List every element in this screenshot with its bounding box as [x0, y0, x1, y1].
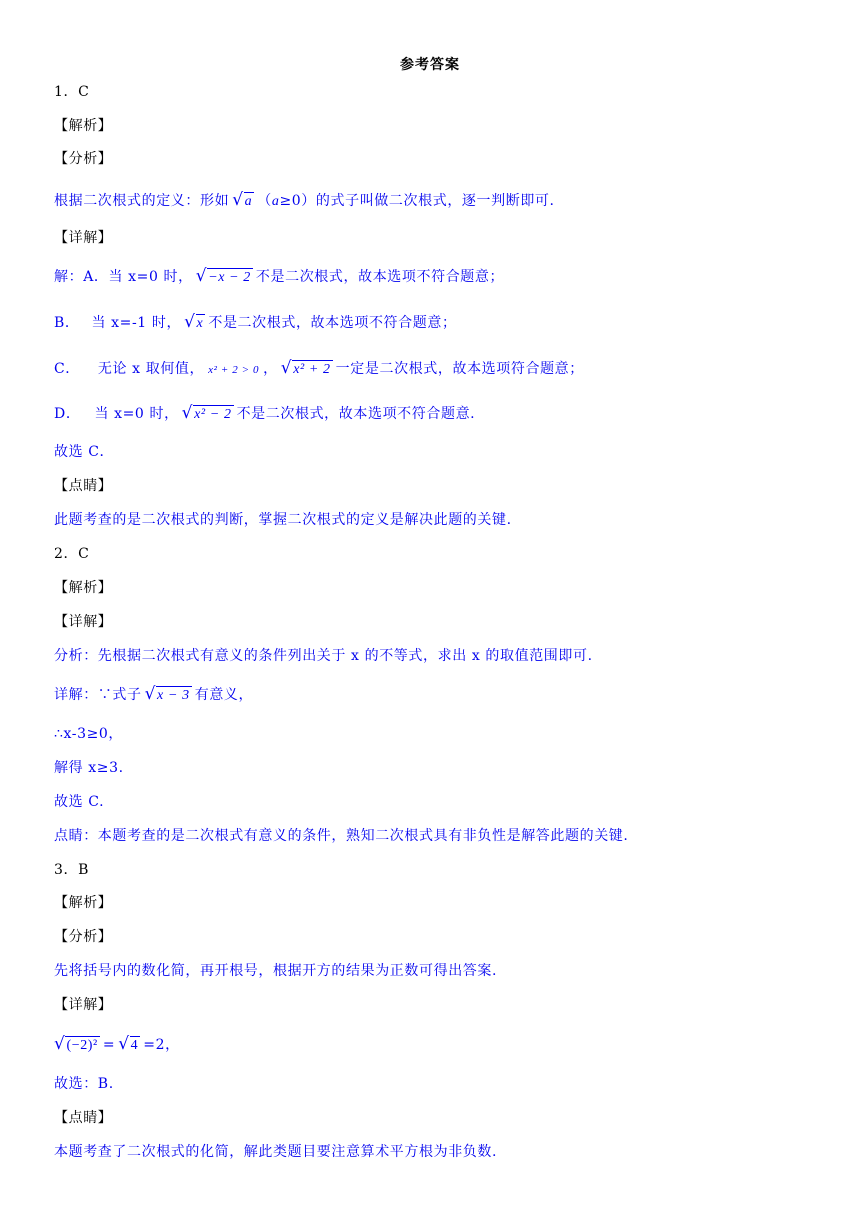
q3-dianjing-heading: 【点睛】 [54, 1110, 113, 1126]
q3-jiexi-heading: 【解析】 [54, 895, 113, 911]
q1-c-post: 一定是二次根式，故本选项符合题意； [335, 361, 584, 377]
q1-a-expr: −x − 2 [208, 270, 251, 285]
q1-comment: 此题考查的是二次根式的判断，掌握二次根式的定义是解决此题的关键. [54, 512, 512, 528]
q1-c-expr: x² + 2 [293, 362, 331, 377]
q1-analysis-pre: 根据二次根式的定义：形如 [54, 193, 230, 209]
q1-b-pre: 当 x=-1 时， [91, 315, 182, 331]
sqrt-x2-minus-2: √x² − 2 [181, 403, 232, 423]
q3-calc-expr2: 4 [130, 1038, 139, 1053]
q1-option-d [54, 403, 475, 424]
q3-calc-result: =2， [143, 1037, 180, 1053]
sqrt-4: √4 [118, 1034, 139, 1054]
q1-option-c [54, 358, 584, 380]
q1-analysis-cond-rest: ≥0） [279, 193, 316, 209]
q1-b-label: B． [54, 315, 80, 331]
q1-analysis [54, 190, 555, 212]
q1-number: 1．C [54, 84, 90, 100]
q1-a-post: 不是二次根式，故本选项不符合题意； [255, 269, 505, 285]
q1-d-post: 不是二次根式，故本选项不符合题意. [236, 406, 476, 422]
q2-detail-expr: x − 3 [157, 688, 190, 703]
q2-step2: 解得 x≥3. [54, 760, 124, 776]
q3-number: 3．B [54, 862, 89, 878]
q1-xiangjie-heading: 【详解】 [54, 230, 113, 246]
q3-comment: 本题考查了二次根式的化简，解此类题目要注意算术平方根为非负数. [54, 1144, 498, 1160]
q3-calc-eq: = [102, 1037, 116, 1053]
q2-number: 2．C [54, 546, 90, 562]
page-title: 参考答案 [400, 57, 460, 73]
q1-b-expr: x [196, 316, 204, 331]
q1-conclusion: 故选 C． [54, 444, 115, 460]
q2-step1: ∴x-3≥0， [54, 726, 124, 742]
q1-b-post: 不是二次根式，故本选项不符合题意； [208, 315, 457, 331]
q1-analysis-cond-a: a [271, 194, 280, 209]
q1-a-pre: 解：A．当 x=0 时， [54, 269, 193, 285]
q2-jiexi-heading: 【解析】 [54, 580, 113, 596]
sqrt-neg-x-minus-2: √−x − 2 [195, 266, 251, 286]
q1-option-a [54, 266, 504, 287]
q3-conclusion: 故选：B. [54, 1076, 114, 1092]
q1-d-pre: 当 x=0 时， [94, 406, 179, 422]
q1-fenxi-heading: 【分析】 [54, 151, 113, 167]
q3-calculation [54, 1034, 180, 1055]
q2-comment: 点睛：本题考查的是二次根式有意义的条件，熟知二次根式具有非负性是解答此题的关键. [54, 828, 629, 844]
sqrt-x-minus-3: √x − 3 [144, 684, 190, 704]
q3-fenxi-heading: 【分析】 [54, 929, 113, 945]
q1-c-ineq: x² + 2 > 0 [208, 364, 260, 376]
q2-detail-post: 有意义， [194, 687, 254, 703]
q2-conclusion: 故选 C. [54, 794, 105, 810]
q1-dianjing-heading: 【点睛】 [54, 478, 113, 494]
sqrt-neg2-squared: √(−2)² [54, 1034, 98, 1054]
sqrt-x2-plus-2: √x² + 2 [280, 358, 331, 378]
q1-analysis-cond-open: （ [257, 193, 272, 209]
sqrt-a-radicand: a [244, 194, 253, 209]
q2-detail [54, 684, 253, 705]
q3-calc-expr1: (−2)² [66, 1038, 98, 1053]
sqrt-a-formula: √a [232, 190, 253, 210]
q1-option-b [54, 312, 457, 333]
q1-d-expr: x² − 2 [194, 407, 232, 422]
q1-c-label: C． [54, 361, 80, 377]
sqrt-x: √x [184, 312, 204, 332]
q1-d-label: D． [54, 406, 81, 422]
q1-analysis-post: 的式子叫做二次根式，逐一判断即可. [315, 193, 555, 209]
q1-c-pre: 无论 x 取何值， [97, 361, 205, 377]
q3-analysis: 先将括号内的数化简，再开根号，根据开方的结果为正数可得出答案. [54, 963, 498, 979]
q1-jiexi-heading: 【解析】 [54, 118, 113, 134]
q1-c-mid: ， [263, 361, 278, 377]
q3-xiangjie-heading: 【详解】 [54, 997, 113, 1013]
q2-analysis: 分析：先根据二次根式有意义的条件列出关于 x 的不等式，求出 x 的取值范围即可. [54, 648, 593, 664]
q2-xiangjie-heading: 【详解】 [54, 614, 113, 630]
q2-detail-pre: 详解：∵式子 [54, 687, 142, 703]
